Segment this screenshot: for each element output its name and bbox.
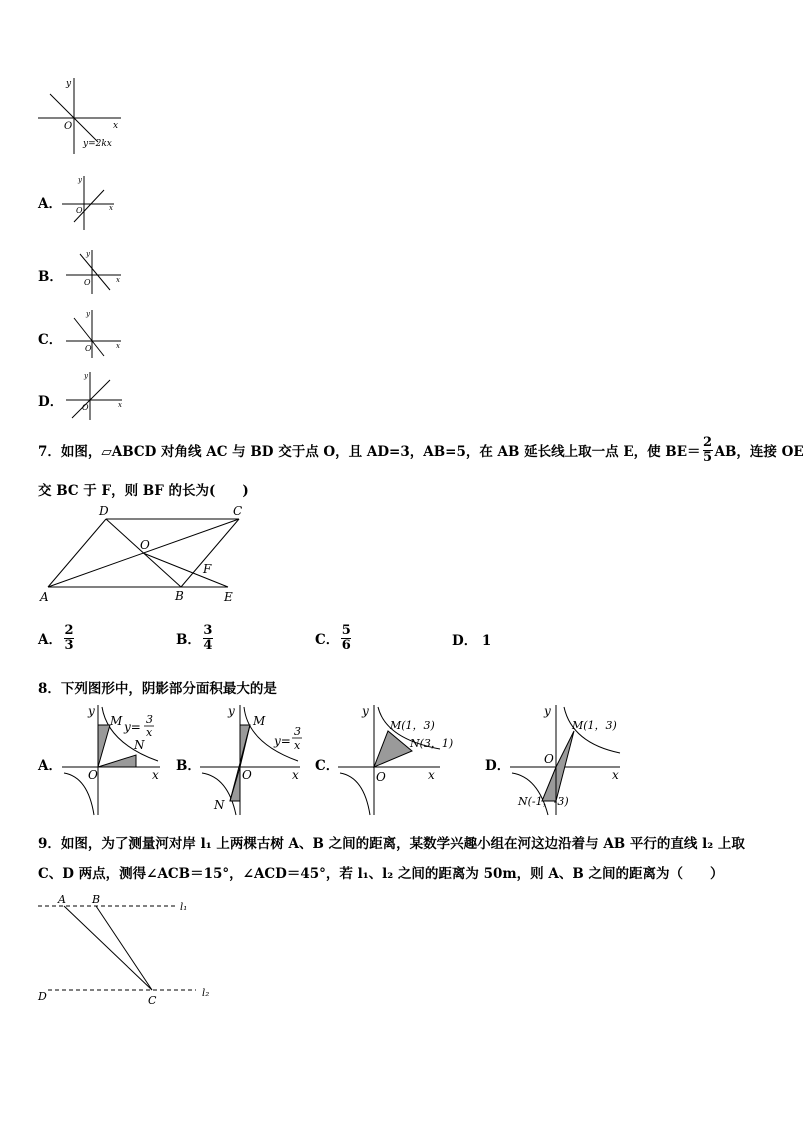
point-n-label: N — [134, 738, 145, 752]
equation-numerator: 3 — [294, 725, 301, 738]
point-m-label: M(1，3) — [572, 719, 617, 732]
q7-text-b: AB，连接 OE — [714, 444, 804, 460]
line-l1-label: l₁ — [180, 902, 188, 913]
point-o-label: O — [140, 538, 150, 552]
q8-option-b-letter[interactable]: B． — [176, 758, 201, 774]
q7-option-a[interactable] — [38, 620, 76, 656]
q6-option-b-graph[interactable] — [66, 248, 126, 296]
point-n-label: N(3，1) — [410, 737, 454, 750]
q6-option-b-letter[interactable]: B． — [38, 269, 63, 285]
q6-option-a-graph[interactable] — [62, 172, 122, 232]
point-b-label: B — [175, 589, 184, 603]
q6-option-a-letter[interactable]: A． — [38, 196, 62, 212]
q7-option-b[interactable] — [176, 620, 215, 656]
origin-label: O — [376, 770, 386, 784]
axis-x-label: x — [109, 204, 113, 212]
axis-y-label: y — [362, 704, 369, 718]
equation-denominator: x — [294, 739, 301, 752]
line-l2-label: l₂ — [202, 988, 210, 999]
equation-denominator: x — [146, 726, 153, 739]
origin-label: O — [242, 768, 252, 782]
axis-y-label: y — [84, 372, 88, 380]
point-c-label: C — [148, 994, 157, 1007]
axis-y-label: y — [544, 704, 551, 718]
fraction-numerator: 2 — [702, 434, 713, 450]
q8-question: 8．下列图形中，阴影部分面积最大的是 — [38, 681, 277, 697]
origin-label: O — [544, 752, 554, 766]
origin-label: O — [82, 403, 89, 412]
q7-option-c[interactable] — [315, 620, 353, 656]
origin-label: O — [64, 121, 73, 132]
point-n-label: N(-1，-3) — [518, 795, 569, 808]
axis-x-label: x — [116, 276, 120, 284]
axis-y-label: y — [78, 176, 82, 184]
point-b-label: B — [92, 893, 101, 906]
q9-question-line2: C、D 两点，测得∠ACB＝15°，∠ACD＝45°，若 l₁、l₂ 之间的距离为 50m，则 A、B 之间的距离为（ ） — [38, 866, 724, 882]
option-letter: A． — [38, 632, 62, 648]
q7-text-a: 7．如图，▱ABCD 对角线 AC 与 BD 交于点 O，且 AD=3，AB=5，在 AB 延长线上取一点 E，使 BE＝ — [38, 444, 701, 460]
q7-question-line1 — [38, 434, 804, 466]
origin-label: O — [85, 344, 92, 353]
axis-y-label: y — [86, 250, 90, 258]
line-label: y=2kx — [83, 139, 112, 149]
q6-option-c-letter[interactable]: C． — [38, 332, 63, 348]
fraction-denominator: 4 — [203, 637, 213, 653]
q7-parallelogram-figure — [36, 505, 256, 605]
fraction-numerator: 3 — [203, 622, 213, 638]
q8-option-d-graph[interactable] — [508, 703, 628, 818]
axis-x-label: x — [152, 768, 159, 782]
axis-x-label: x — [292, 768, 299, 782]
point-m-label: M(1，3) — [390, 719, 435, 732]
fraction-numerator: 2 — [64, 622, 74, 638]
q8-option-c-letter[interactable]: C． — [315, 758, 340, 774]
option-fraction — [341, 624, 351, 653]
option-fraction — [203, 624, 213, 653]
point-d-label: D — [99, 504, 109, 518]
point-n-label: N — [214, 798, 225, 812]
q6-option-d-graph[interactable] — [66, 370, 126, 422]
point-d-label: D — [38, 990, 47, 1003]
axis-x-label: x — [116, 342, 120, 350]
axis-x-label: x — [428, 768, 435, 782]
point-c-label: C — [233, 504, 243, 518]
axis-y-label: y — [88, 704, 95, 718]
axis-y-label: y — [228, 704, 235, 718]
axis-x-label: x — [612, 768, 619, 782]
fraction-denominator: 5 — [702, 449, 713, 465]
origin-label: O — [76, 206, 83, 215]
q8-option-a-letter[interactable]: A． — [38, 758, 62, 774]
axis-x-label: x — [113, 121, 119, 131]
q6-main-figure — [36, 76, 136, 156]
origin-label: O — [84, 278, 91, 287]
q7-option-d[interactable] — [452, 629, 491, 649]
equation-numerator: 3 — [146, 713, 153, 726]
point-a-label: A — [40, 590, 49, 604]
equation-left: y= — [124, 720, 141, 734]
option-letter: D． — [452, 633, 478, 649]
q9-river-figure — [36, 890, 226, 1010]
q7-fraction — [703, 436, 713, 465]
option-fraction — [64, 624, 74, 653]
origin-label: O — [88, 768, 98, 782]
q8-option-b-graph[interactable] — [198, 703, 308, 818]
q8-option-a-graph[interactable] — [60, 703, 175, 818]
q8-option-d-letter[interactable]: D． — [485, 758, 511, 774]
point-m-label: M — [253, 714, 266, 728]
fraction-numerator: 5 — [341, 622, 351, 638]
q8-option-c-graph[interactable] — [336, 703, 456, 818]
point-f-label: F — [203, 562, 212, 576]
axis-y-label: y — [66, 79, 72, 89]
point-e-label: E — [224, 590, 233, 604]
equation-left: y= — [274, 734, 291, 748]
point-a-label: A — [58, 893, 66, 906]
q9-question-line1: 9．如图，为了测量河对岸 l₁ 上两棵古树 A、B 之间的距离，某数学兴趣小组在河这边沿着与 AB 平行的直线 l₂ 上取 — [38, 836, 745, 852]
fraction-denominator: 3 — [64, 637, 74, 653]
point-m-label: M — [110, 714, 123, 728]
axis-y-label: y — [86, 310, 90, 318]
q6-option-c-graph[interactable] — [66, 308, 126, 360]
q7-question-line2: 交 BC 于 F，则 BF 的长为( ) — [38, 483, 249, 499]
option-letter: B． — [176, 632, 201, 648]
option-letter: C． — [315, 632, 340, 648]
option-value: 1 — [481, 633, 492, 649]
axis-x-label: x — [118, 401, 122, 409]
fraction-denominator: 6 — [341, 637, 351, 653]
q6-option-d-letter[interactable]: D． — [38, 394, 64, 410]
